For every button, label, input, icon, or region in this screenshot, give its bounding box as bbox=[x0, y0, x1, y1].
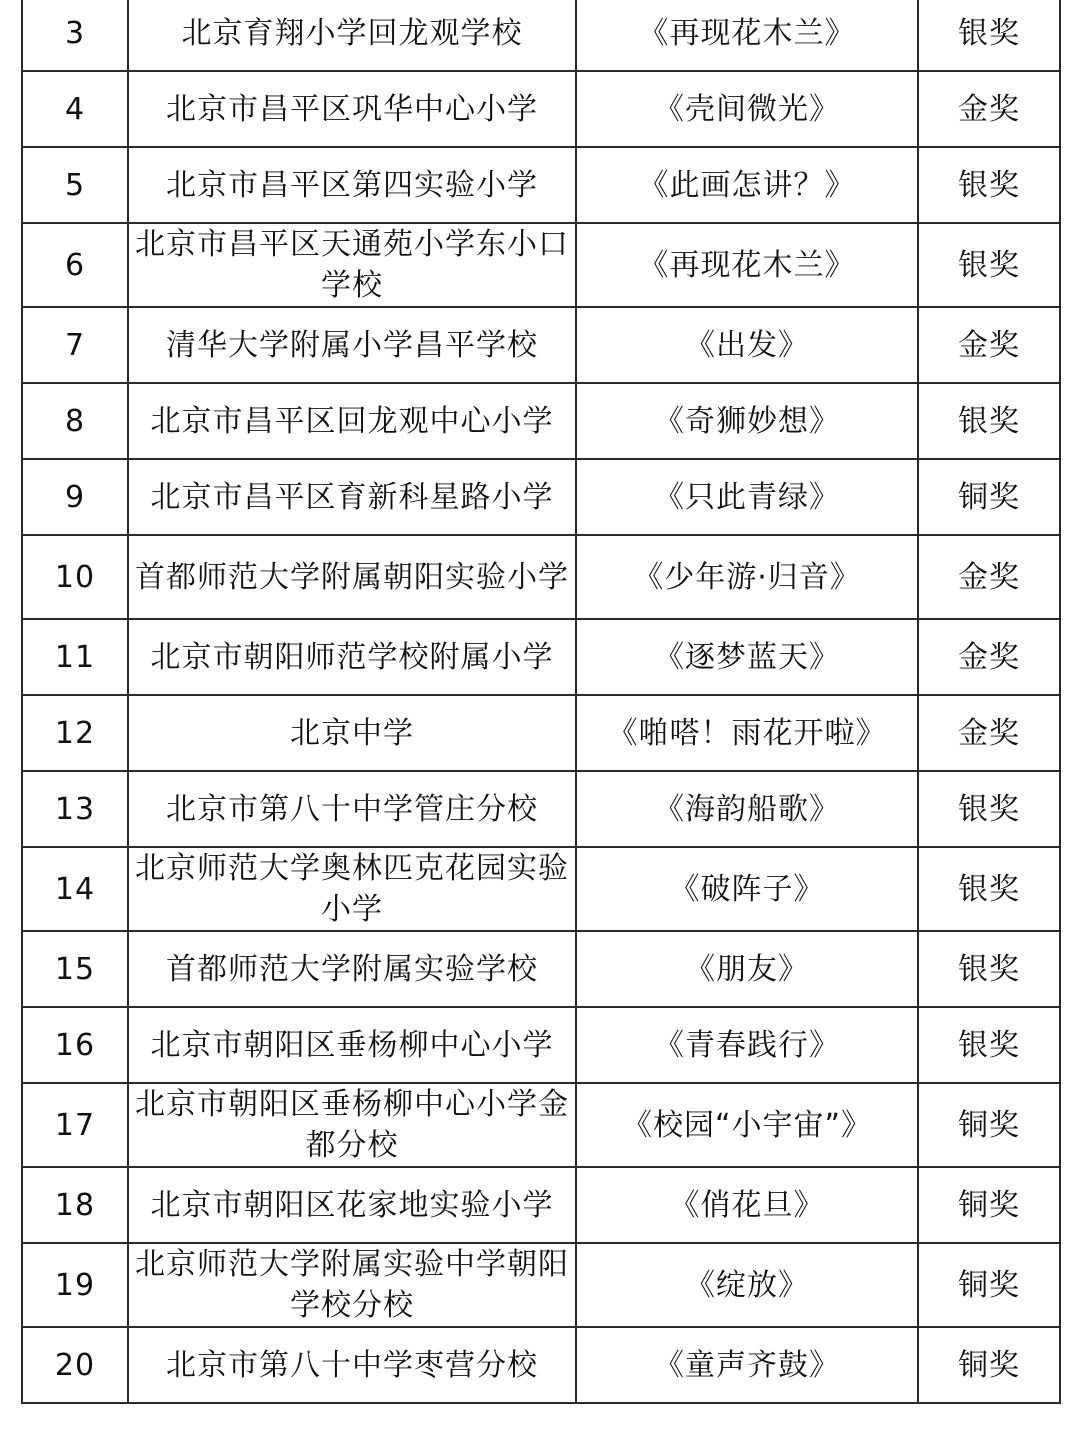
row-number: 12 bbox=[22, 695, 128, 771]
table-row bbox=[22, 0, 1060, 71]
award-level: 金奖 bbox=[918, 619, 1060, 695]
table-row bbox=[22, 147, 1060, 223]
school-name: 首都师范大学附属实验学校 bbox=[128, 931, 576, 1007]
school-name: 北京市朝阳区花家地实验小学 bbox=[128, 1167, 576, 1243]
table-row bbox=[22, 847, 1060, 931]
row-number: 7 bbox=[22, 307, 128, 383]
row-number: 4 bbox=[22, 71, 128, 147]
row-number: 19 bbox=[22, 1243, 128, 1327]
school-name: 北京市昌平区第四实验小学 bbox=[128, 147, 576, 223]
award-level: 银奖 bbox=[918, 383, 1060, 459]
award-level: 银奖 bbox=[918, 0, 1060, 71]
work-title: 《绽放》 bbox=[576, 1243, 918, 1327]
table-row bbox=[22, 459, 1060, 535]
row-number: 3 bbox=[22, 0, 128, 71]
work-title: 《朋友》 bbox=[576, 931, 918, 1007]
work-title: 《逐梦蓝天》 bbox=[576, 619, 918, 695]
award-level: 铜奖 bbox=[918, 1243, 1060, 1327]
row-number: 9 bbox=[22, 459, 128, 535]
work-title: 《海韵船歌》 bbox=[576, 771, 918, 847]
award-level: 银奖 bbox=[918, 1007, 1060, 1083]
table-row bbox=[22, 619, 1060, 695]
award-level: 银奖 bbox=[918, 771, 1060, 847]
award-level: 铜奖 bbox=[918, 1083, 1060, 1167]
school-name: 北京市第八十中学枣营分校 bbox=[128, 1327, 576, 1403]
award-level: 银奖 bbox=[918, 931, 1060, 1007]
table-row bbox=[22, 1007, 1060, 1083]
row-number: 17 bbox=[22, 1083, 128, 1167]
work-title: 《出发》 bbox=[576, 307, 918, 383]
work-title: 《壳间微光》 bbox=[576, 71, 918, 147]
school-name: 北京市第八十中学管庄分校 bbox=[128, 771, 576, 847]
row-number: 15 bbox=[22, 931, 128, 1007]
table-row bbox=[22, 223, 1060, 307]
work-title: 《校园“小宇宙”》 bbox=[576, 1083, 918, 1167]
table-row bbox=[22, 71, 1060, 147]
award-level: 银奖 bbox=[918, 223, 1060, 307]
work-title: 《青春践行》 bbox=[576, 1007, 918, 1083]
row-number: 11 bbox=[22, 619, 128, 695]
table-row bbox=[22, 1327, 1060, 1403]
table-row bbox=[22, 771, 1060, 847]
row-number: 18 bbox=[22, 1167, 128, 1243]
award-level: 铜奖 bbox=[918, 1327, 1060, 1403]
school-name: 北京市朝阳区垂杨柳中心小学金都分校 bbox=[128, 1083, 576, 1167]
work-title: 《奇狮妙想》 bbox=[576, 383, 918, 459]
table-row bbox=[22, 1167, 1060, 1243]
school-name: 北京市昌平区天通苑小学东小口学校 bbox=[128, 223, 576, 307]
work-title: 《只此青绿》 bbox=[576, 459, 918, 535]
work-title: 《再现花木兰》 bbox=[576, 0, 918, 71]
table-row bbox=[22, 307, 1060, 383]
award-level: 金奖 bbox=[918, 307, 1060, 383]
school-name: 北京师范大学附属实验中学朝阳学校分校 bbox=[128, 1243, 576, 1327]
school-name: 北京市昌平区育新科星路小学 bbox=[128, 459, 576, 535]
row-number: 20 bbox=[22, 1327, 128, 1403]
row-number: 16 bbox=[22, 1007, 128, 1083]
table-row bbox=[22, 1083, 1060, 1167]
row-number: 14 bbox=[22, 847, 128, 931]
school-name: 清华大学附属小学昌平学校 bbox=[128, 307, 576, 383]
table-row bbox=[22, 695, 1060, 771]
row-number: 13 bbox=[22, 771, 128, 847]
award-level: 银奖 bbox=[918, 147, 1060, 223]
work-title: 《啪嗒！雨花开啦》 bbox=[576, 695, 918, 771]
table-row bbox=[22, 383, 1060, 459]
awards-table bbox=[21, 0, 1061, 1404]
award-level: 金奖 bbox=[918, 71, 1060, 147]
school-name: 北京市昌平区巩华中心小学 bbox=[128, 71, 576, 147]
school-name: 首都师范大学附属朝阳实验小学 bbox=[128, 535, 576, 619]
award-level: 金奖 bbox=[918, 695, 1060, 771]
work-title: 《少年游·归音》 bbox=[576, 535, 918, 619]
row-number: 5 bbox=[22, 147, 128, 223]
work-title: 《再现花木兰》 bbox=[576, 223, 918, 307]
table-row bbox=[22, 1243, 1060, 1327]
award-level: 铜奖 bbox=[918, 1167, 1060, 1243]
award-level: 金奖 bbox=[918, 535, 1060, 619]
award-level: 银奖 bbox=[918, 847, 1060, 931]
row-number: 8 bbox=[22, 383, 128, 459]
work-title: 《俏花旦》 bbox=[576, 1167, 918, 1243]
school-name: 北京育翔小学回龙观学校 bbox=[128, 0, 576, 71]
school-name: 北京师范大学奥林匹克花园实验小学 bbox=[128, 847, 576, 931]
work-title: 《破阵子》 bbox=[576, 847, 918, 931]
row-number: 6 bbox=[22, 223, 128, 307]
school-name: 北京市朝阳区垂杨柳中心小学 bbox=[128, 1007, 576, 1083]
table-row bbox=[22, 535, 1060, 619]
work-title: 《此画怎讲？》 bbox=[576, 147, 918, 223]
school-name: 北京中学 bbox=[128, 695, 576, 771]
school-name: 北京市朝阳师范学校附属小学 bbox=[128, 619, 576, 695]
school-name: 北京市昌平区回龙观中心小学 bbox=[128, 383, 576, 459]
award-level: 铜奖 bbox=[918, 459, 1060, 535]
work-title: 《童声齐鼓》 bbox=[576, 1327, 918, 1403]
table-row bbox=[22, 931, 1060, 1007]
row-number: 10 bbox=[22, 535, 128, 619]
